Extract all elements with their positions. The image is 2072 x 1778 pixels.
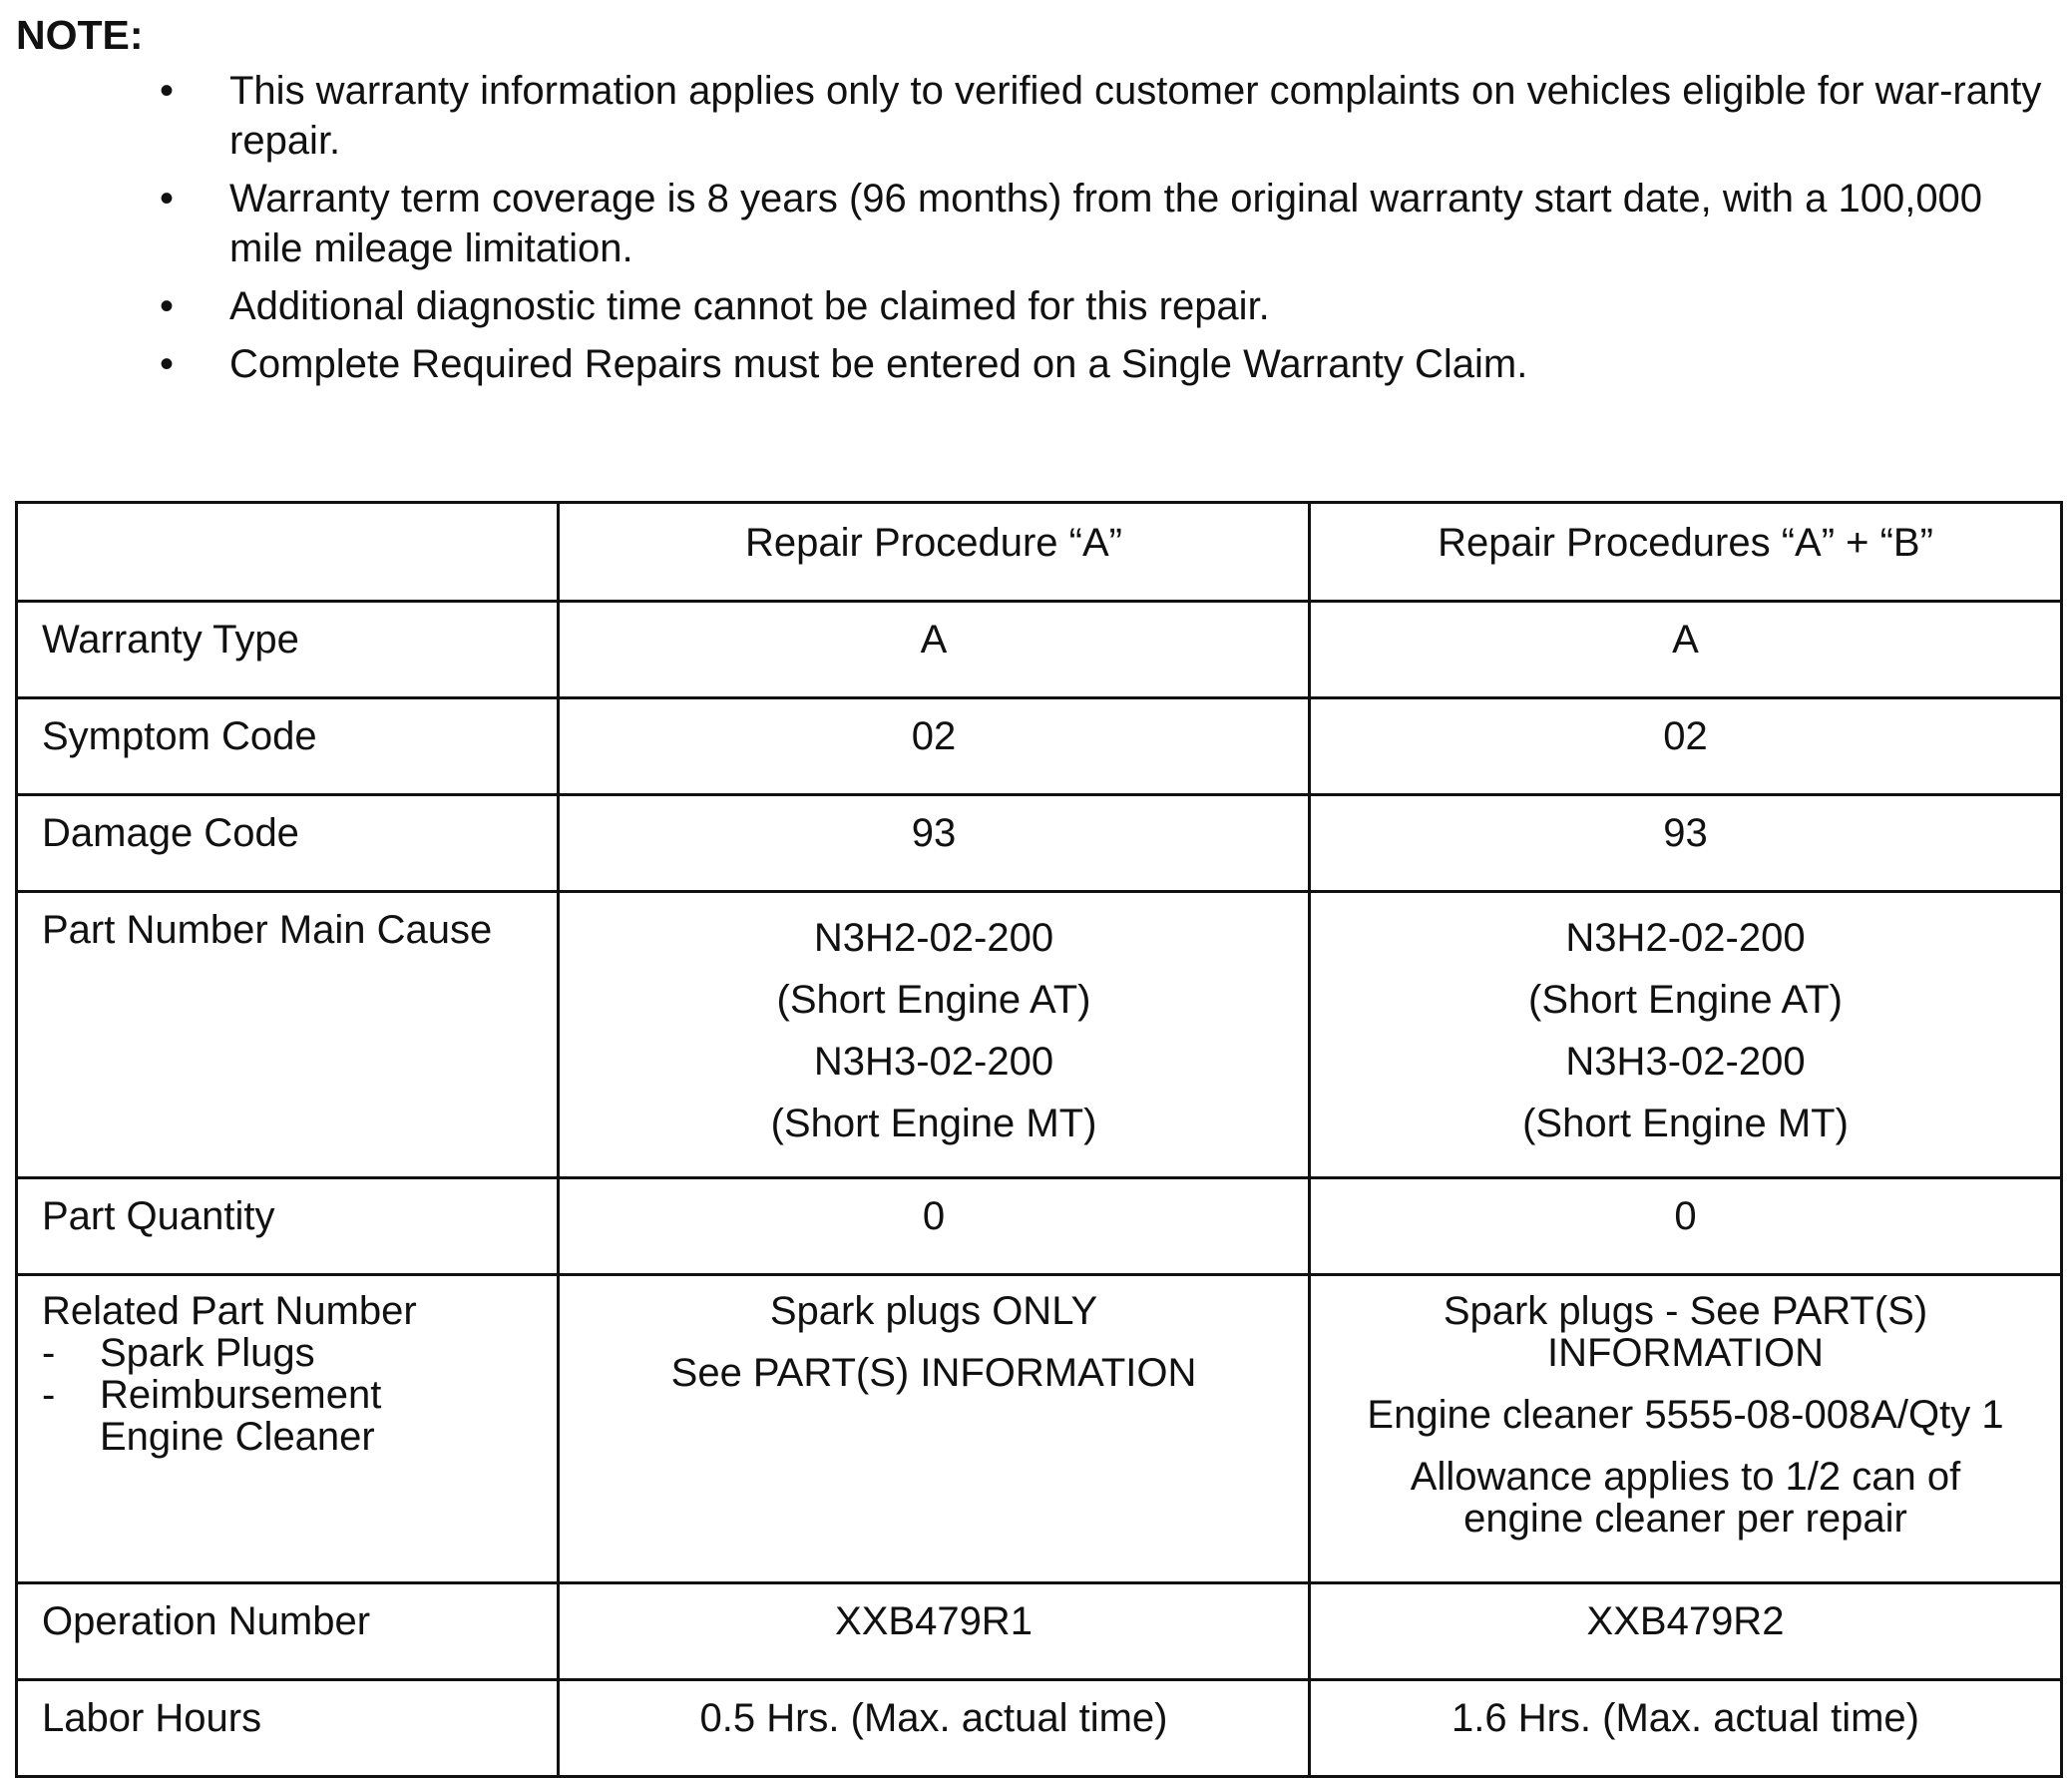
part-description-line: (Short Engine MT) — [1522, 1102, 1849, 1145]
sub-item — [42, 1332, 557, 1374]
cell-value-a: 02 — [559, 698, 1310, 795]
bullet-icon: • — [160, 177, 175, 221]
cell-value-a: 0 — [559, 1178, 1310, 1275]
related-part-text: See PART(S) INFORMATION — [670, 1351, 1197, 1395]
part-description-line: (Short Engine AT) — [1528, 978, 1843, 1022]
bullet-icon: • — [160, 342, 175, 386]
note-item — [0, 174, 2072, 273]
table-row-part-quantity — [17, 1178, 2062, 1275]
note-item — [0, 339, 2072, 389]
cell-value-ab: A — [1310, 602, 2062, 698]
note-list — [0, 66, 2072, 397]
note-item-text: Warranty term coverage is 8 years (96 months) from the original warranty start date, with a 100,000 mile mileage limitation. — [229, 177, 1983, 270]
related-part-text: Allowance applies to 1/2 can of engine cleaner per repair — [1410, 1455, 1961, 1541]
row-label: Symptom Code — [17, 698, 559, 795]
cell-value-ab: 1.6 Hrs. (Max. actual time) — [1310, 1680, 2062, 1777]
cell-value-a — [559, 1275, 1310, 1583]
row-label-cell — [17, 1275, 559, 1583]
warranty-table — [15, 501, 2063, 1778]
note-item — [0, 281, 2072, 331]
cell-value-ab — [1310, 892, 2062, 1178]
note-item-text: Additional diagnostic time cannot be claimed for this repair. — [229, 284, 1270, 328]
header-repair-procedures-a-b: Repair Procedures “A” + “B” — [1310, 503, 2062, 602]
cell-value-a: A — [559, 602, 1310, 698]
table-row-part-number-main-cause — [17, 892, 2062, 1178]
row-label: Part Number Main Cause — [17, 892, 559, 1178]
row-label: Part Quantity — [17, 1178, 559, 1275]
part-number-line: N3H2-02-200 — [813, 916, 1054, 960]
bullet-icon: • — [160, 284, 175, 328]
bullet-icon: • — [160, 69, 175, 113]
part-description-line: (Short Engine MT) — [770, 1102, 1097, 1145]
part-description-line: (Short Engine AT) — [776, 978, 1091, 1022]
part-number-line: N3H3-02-200 — [1565, 1040, 1806, 1084]
note-item-text: Complete Required Repairs must be entered on a Single Warranty Claim. — [229, 342, 1528, 386]
cell-value-a — [559, 892, 1310, 1178]
table-row-symptom-code — [17, 698, 2062, 795]
part-number-line: N3H2-02-200 — [1565, 916, 1806, 960]
related-part-text: Spark plugs ONLY — [769, 1289, 1098, 1333]
cell-value-ab: 02 — [1310, 698, 2062, 795]
dash-icon: - — [42, 1331, 56, 1375]
related-part-text: Spark plugs - See PART(S) INFORMATION — [1443, 1289, 1928, 1375]
sub-item-text: Reimbursement Engine Cleaner — [100, 1373, 382, 1459]
row-label: Labor Hours — [17, 1680, 559, 1777]
row-label: Related Part Number — [42, 1289, 417, 1333]
cell-value-ab: XXB479R2 — [1310, 1583, 2062, 1680]
table-row-labor-hours — [17, 1680, 2062, 1777]
table-header-row — [17, 503, 2062, 602]
header-cell-empty — [17, 503, 559, 602]
related-part-text: Engine cleaner 5555-08-008A/Qty 1 — [1367, 1393, 2004, 1437]
table-row-warranty-type — [17, 602, 2062, 698]
note-title: NOTE: — [16, 12, 144, 58]
cell-value-ab: 93 — [1310, 795, 2062, 892]
row-label: Operation Number — [17, 1583, 559, 1680]
cell-value-ab: 0 — [1310, 1178, 2062, 1275]
cell-value-a: 93 — [559, 795, 1310, 892]
cell-value-ab — [1310, 1275, 2062, 1583]
row-label: Damage Code — [17, 795, 559, 892]
sub-item-text: Spark Plugs — [100, 1331, 315, 1375]
cell-value-a: XXB479R1 — [559, 1583, 1310, 1680]
part-number-line: N3H3-02-200 — [813, 1040, 1054, 1084]
dash-icon: - — [42, 1373, 56, 1417]
table-row-damage-code — [17, 795, 2062, 892]
note-item — [0, 66, 2072, 166]
table-row-operation-number — [17, 1583, 2062, 1680]
sub-item — [42, 1374, 557, 1458]
cell-value-a: 0.5 Hrs. (Max. actual time) — [559, 1680, 1310, 1777]
note-item-text: This warranty information applies only to verified customer complaints on vehicles eligible for war-ranty repair. — [229, 69, 2042, 163]
header-repair-procedure-a: Repair Procedure “A” — [559, 503, 1310, 602]
table-row-related-part-number — [17, 1275, 2062, 1583]
row-label: Warranty Type — [17, 602, 559, 698]
